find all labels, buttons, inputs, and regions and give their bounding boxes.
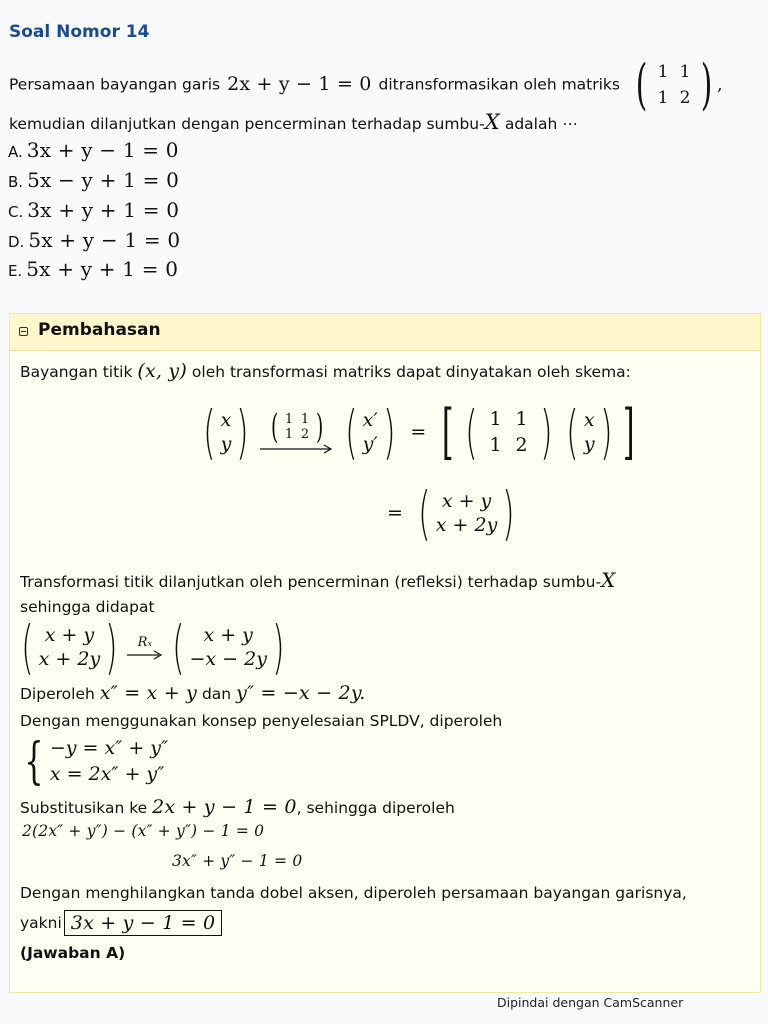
question-line-2 — [9, 110, 578, 134]
substitution-line: Substitusikan ke 2x + y − 1 = 0, sehingga diperoleh — [20, 796, 455, 818]
calc-line-2: 3x″ + y″ − 1 = 0 — [172, 852, 303, 870]
final-answer-line: yakni 3x + y − 1 = 0 — [20, 910, 222, 936]
intro-point: (x, y) — [137, 360, 187, 382]
matrix-a11: 1 — [657, 62, 669, 82]
matrix-arrow: ( 1 1 1 2 ) — [260, 410, 334, 454]
question-line1-suffix: ditransformasikan oleh matriks — [378, 75, 620, 94]
question-line2-prefix: kemudian dilanjutkan dengan pencerminan terhadap sumbu- — [9, 115, 485, 133]
solution-header-label: Pembahasan — [38, 320, 161, 340]
reflection-text-1: Transformasi titik dilanjutkan oleh pencerminan (refleksi) terhadap sumbu-X — [20, 568, 616, 592]
solution-intro: Bayangan titik (x, y) oleh transformasi matriks dapat dinyatakan oleh skema: — [20, 360, 631, 382]
question-line-1 — [9, 53, 749, 116]
option-c[interactable]: C. 3x + y + 1 = 0 — [8, 198, 180, 222]
matrix-trail: , — [717, 75, 723, 95]
final-text: Dengan menghilangkan tanda dobel aksen, diperoleh persamaan bayangan garisnya, — [20, 884, 687, 902]
right-arrow-icon — [127, 650, 163, 660]
option-d[interactable]: D. 5x + y − 1 = 0 — [8, 228, 181, 252]
transformation-scheme: ( x y ) ( 1 1 1 2 ) ( x′ y′ ) = [ ( 1 1 1 2 ) ( x y ) ] — [198, 402, 641, 462]
transform-matrix: ( 1 1 1 2 ) , — [635, 53, 723, 116]
question-title: Soal Nomor 14 — [9, 22, 150, 42]
matrix-a12: 1 — [679, 62, 691, 82]
calc-line-1: 2(2x″ + y″) − (x″ + y″) − 1 = 0 — [22, 822, 265, 840]
matrix-a22: 2 — [679, 88, 691, 108]
reflection-mapping: ( x + y x + 2y ) Rₓ ( x + y −x − 2y ) — [21, 613, 285, 681]
vector-xy: ( x y ) — [203, 398, 249, 466]
line-equation: 2x + y − 1 = 0 — [227, 72, 372, 95]
question-line1-prefix: Persamaan bayangan garis — [9, 75, 221, 94]
question-line2-suffix: adalah ⋯ — [504, 115, 578, 133]
scanner-watermark: Dipindai dengan CamScanner — [497, 995, 684, 1010]
spldv-text: Dengan menggunakan konsep penyelesaian SPLDV, diperoleh — [20, 712, 503, 730]
bracket-matrix: ( 1 1 1 2 ) — [465, 398, 553, 466]
answer-note: (Jawaban A) — [20, 944, 126, 962]
reflection-operator: Rₓ — [137, 634, 153, 650]
collapse-icon[interactable] — [19, 327, 28, 336]
brace-icon: { — [24, 732, 44, 790]
option-a[interactable]: A. 3x + y − 1 = 0 — [8, 138, 179, 162]
reflection-text-2: sehingga didapat — [20, 598, 155, 616]
axis-label: X — [484, 110, 500, 134]
scheme-result: = ( x + y x + 2y ) — [387, 479, 515, 547]
vector-xy-prime: ( x′ y′ ) — [345, 398, 396, 466]
option-b[interactable]: B. 5x − y + 1 = 0 — [8, 168, 180, 192]
solution-panel — [9, 313, 761, 993]
vector-xy-operand: ( x y ) — [566, 398, 613, 466]
solution-header[interactable] — [10, 314, 760, 351]
equation-system: { −y = x″ + y″ x = 2x″ + y″ — [24, 732, 169, 790]
obtained-line: Diperoleh x″ = x + y dan y″ = −x − 2y. — [20, 682, 366, 704]
final-answer-box: 3x + y − 1 = 0 — [64, 910, 223, 936]
option-e[interactable]: E. 5x + y + 1 = 0 — [8, 257, 179, 281]
matrix-a21: 1 — [657, 88, 669, 108]
